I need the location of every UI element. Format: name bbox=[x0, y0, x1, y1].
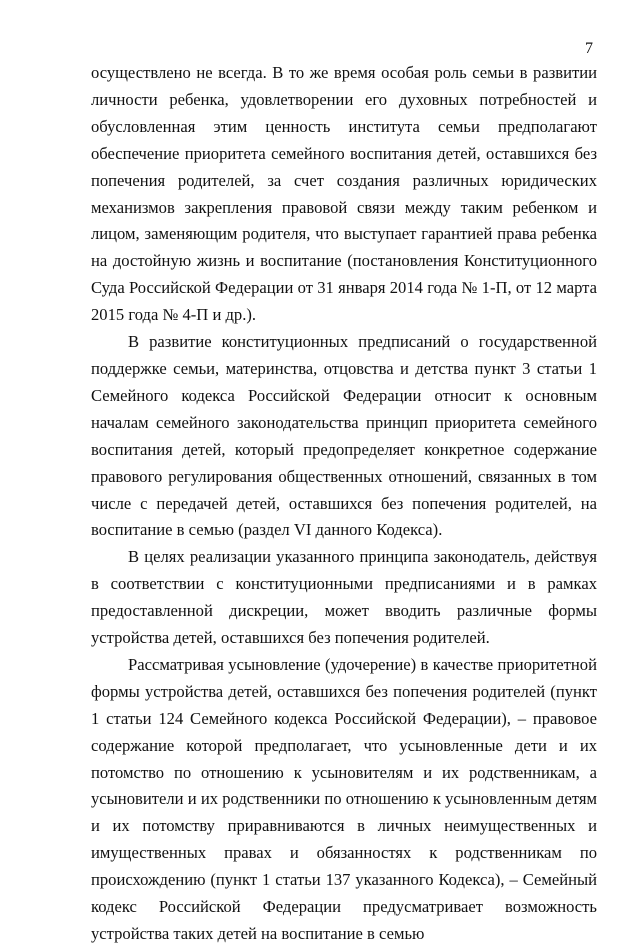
document-body bbox=[91, 60, 597, 948]
paragraph-constitutional-provisions: В развитие конституционных предписаний о государственной поддержке семьи, материнства, отцовства и детства пункт 3 статьи 1 Семейного кодекса Российской Федерации относит к основным началам семейного законодательства принцип приоритета семейного воспитания детей, который предопределяет конкретное содержание правового регулирования общественных отношений, связанных в том числе с передачей детей, оставшихся без попечения родителей, на воспитание в семью (раздел VI данного Кодекса). bbox=[91, 332, 597, 540]
paragraph-continuation: осуществлено не всегда. В то же время особая роль семьи в развитии личности ребенка, удовлетворении его духовных потребностей и обусловленная этим ценность института семьи предполагают обеспечение приоритета семейного воспитания детей, оставшихся без попечения родителей, за счет создания различных юридических механизмов закрепления правовой связи между таким ребенком и лицом, заменяющим родителя, что выступает гарантией права ребенка на достойную жизнь и воспитание (постановления Конституционного Суда Российской Федерации от 31 января 2014 года № 1-П, от 12 марта 2015 года № 4-П и др.). bbox=[91, 63, 597, 325]
paragraph-principle-implementation: В целях реализации указанного принципа законодатель, действуя в соответствии с конституционными предписаниями и в рамках предоставленной дискреции, может вводить различные формы устройства детей, оставшихся без попечения родителей. bbox=[91, 547, 597, 648]
page-number: 7 bbox=[585, 40, 593, 57]
paragraph-adoption: Рассматривая усыновление (удочерение) в качестве приоритетной формы устройства детей, оставшихся без попечения родителей (пункт 1 статьи 124 Семейного кодекса Российской Федерации), – правовое содержание которой предполагает, что усыновленные дети и их потомство по отношению к усыновителям и их родственникам, а усыновители и их родственники по отношению к усыновленным детям и их потомству приравниваются в личных неимущественных и имущественных правах и обязанностях к родственникам по происхождению (пункт 1 статьи 137 указанного Кодекса), – Семейный кодекс Российской Федерации предусматривает возможность устройства таких детей на воспитание в семью bbox=[91, 654, 597, 943]
